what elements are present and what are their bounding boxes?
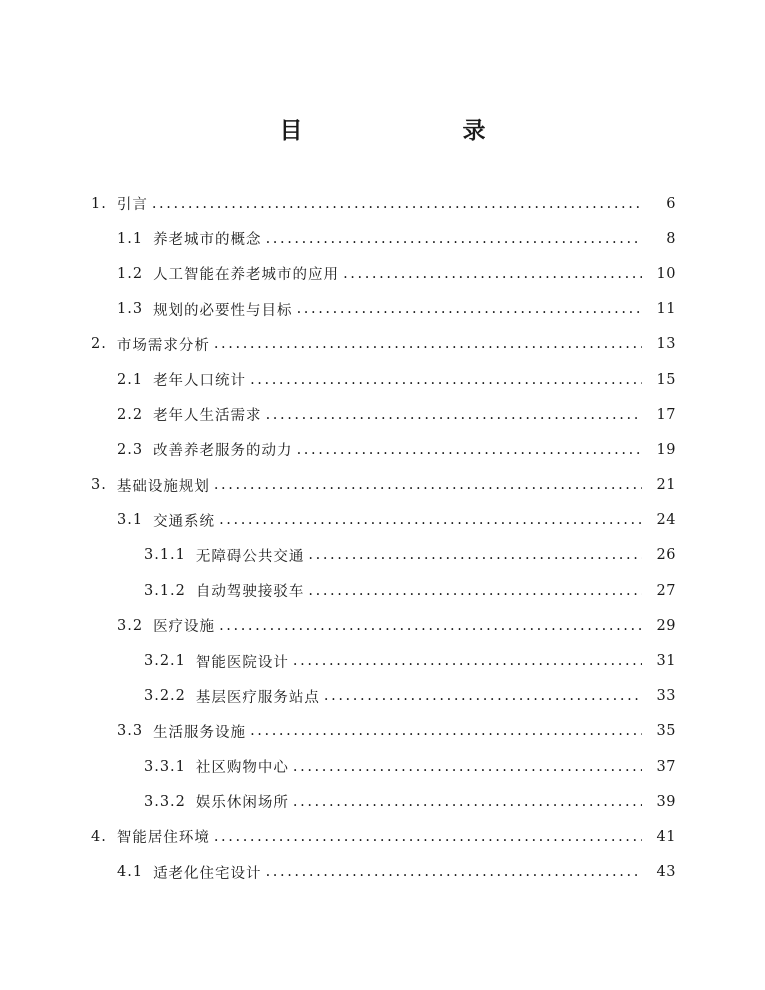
toc-entry-page: 33 — [656, 688, 676, 705]
toc-dot-leader — [293, 794, 642, 810]
toc-entry-text: 智能居住环境 — [116, 830, 210, 847]
toc-entry[interactable] — [0, 714, 765, 749]
toc-entry-text: 医疗设施 — [153, 619, 216, 636]
toc-entry[interactable] — [0, 327, 765, 362]
toc-dot-leader — [324, 688, 642, 704]
toc-entry[interactable] — [0, 679, 765, 714]
toc-entry[interactable] — [0, 186, 765, 221]
toc-entry-page: 11 — [656, 301, 676, 318]
toc-entry-text: 娱乐休闲场所 — [195, 795, 289, 812]
toc-entry[interactable] — [0, 362, 765, 397]
toc-entry[interactable] — [0, 608, 765, 643]
toc-entry-page: 24 — [656, 512, 676, 529]
toc-entry-page: 26 — [656, 547, 676, 564]
toc-entry-text: 市场需求分析 — [116, 337, 210, 354]
toc-entry-page: 39 — [656, 793, 676, 810]
toc-entry-page: 19 — [656, 441, 676, 458]
toc-dot-leader — [214, 477, 642, 493]
toc-entry-number: 2. — [91, 336, 107, 353]
toc-entry-number: 3.3 — [117, 723, 144, 740]
toc-entry-text: 引言 — [116, 197, 148, 214]
toc-dot-leader — [293, 653, 642, 669]
toc-dot-leader — [297, 442, 642, 458]
toc-entry-number: 1. — [91, 195, 107, 212]
toc-entry-text: 老年人口统计 — [153, 373, 247, 390]
toc-entry-text: 改善养老服务的动力 — [153, 443, 293, 460]
toc-dot-leader — [214, 336, 642, 352]
toc-dot-leader — [308, 583, 642, 599]
toc-entry[interactable] — [0, 538, 765, 573]
toc-entry[interactable] — [0, 819, 765, 854]
toc-title: 目 录 — [279, 118, 524, 144]
toc-entry-number: 2.3 — [117, 441, 144, 458]
toc-entry-number: 1.3 — [117, 301, 144, 318]
toc-dot-leader — [266, 864, 642, 880]
toc-dot-leader — [152, 196, 642, 212]
toc-entry-text: 养老城市的概念 — [153, 232, 262, 249]
toc-entry-page: 8 — [666, 230, 676, 247]
toc-entry-number: 3.3.2 — [144, 793, 186, 810]
toc-entry-number: 2.1 — [117, 371, 144, 388]
toc-entry-page: 10 — [656, 265, 676, 282]
toc-dot-leader — [250, 723, 642, 739]
toc-entry-page: 15 — [656, 371, 676, 388]
toc-entry-page: 41 — [656, 828, 676, 845]
toc-dot-leader — [266, 231, 642, 247]
toc-entry-text: 基层医疗服务站点 — [195, 689, 320, 706]
toc-entry-number: 4. — [91, 828, 107, 845]
toc-entry-text: 基础设施规划 — [116, 478, 210, 495]
toc-entry[interactable] — [0, 503, 765, 538]
toc-entry-text: 人工智能在养老城市的应用 — [153, 267, 340, 284]
toc-entry-text: 生活服务设施 — [153, 724, 247, 741]
toc-entry[interactable] — [0, 221, 765, 256]
toc-entry-number: 3.1.2 — [144, 582, 186, 599]
toc-entry[interactable] — [0, 643, 765, 678]
toc-entry[interactable] — [0, 256, 765, 291]
toc-dot-leader — [343, 266, 642, 282]
toc-dot-leader — [297, 301, 642, 317]
toc-entry-text: 智能医院设计 — [195, 654, 289, 671]
toc-entry[interactable] — [0, 855, 765, 890]
toc-entry-page: 17 — [656, 406, 676, 423]
toc-entry-page: 27 — [656, 582, 676, 599]
toc-entry[interactable] — [0, 749, 765, 784]
toc-entry-number: 3.1 — [117, 512, 144, 529]
toc-entry-number: 3. — [91, 477, 107, 494]
toc-dot-leader — [266, 407, 642, 423]
toc-entry-number: 3.3.1 — [144, 758, 186, 775]
toc-entry[interactable] — [0, 573, 765, 608]
toc-entry-number: 3.1.1 — [144, 547, 186, 564]
toc-entry-page: 35 — [656, 723, 676, 740]
toc-entry-text: 老年人生活需求 — [153, 408, 262, 425]
toc-entry-number: 3.2 — [117, 617, 144, 634]
toc-entry-number: 3.2.1 — [144, 653, 186, 670]
toc-entry-page: 6 — [666, 195, 676, 212]
toc-dot-leader — [308, 547, 642, 563]
toc-entry-page: 37 — [656, 758, 676, 775]
toc-entry-number: 4.1 — [117, 864, 144, 881]
toc-entry-page: 13 — [656, 336, 676, 353]
toc-dot-leader — [219, 618, 642, 634]
toc-entry-text: 适老化住宅设计 — [153, 865, 262, 882]
toc-entry-text: 社区购物中心 — [195, 760, 289, 777]
toc-entry-text: 规划的必要性与目标 — [153, 302, 293, 319]
toc-entry-page: 31 — [656, 653, 676, 670]
toc-entry-number: 3.2.2 — [144, 688, 186, 705]
toc-dot-leader — [214, 829, 642, 845]
toc-entry[interactable] — [0, 468, 765, 503]
toc-list — [0, 186, 765, 890]
toc-entry[interactable] — [0, 292, 765, 327]
toc-entry-text: 自动驾驶接驳车 — [195, 584, 305, 601]
toc-dot-leader — [250, 372, 642, 388]
toc-entry-page: 29 — [656, 617, 676, 634]
toc-entry[interactable] — [0, 397, 765, 432]
toc-entry-number: 2.2 — [117, 406, 144, 423]
toc-entry-page: 43 — [656, 864, 676, 881]
toc-entry-number: 1.2 — [117, 265, 144, 282]
toc-entry-page: 21 — [656, 477, 676, 494]
toc-dot-leader — [219, 512, 642, 528]
toc-dot-leader — [293, 759, 642, 775]
toc-entry-number: 1.1 — [117, 230, 144, 247]
toc-entry[interactable] — [0, 432, 765, 467]
toc-entry-text: 无障碍公共交通 — [195, 548, 305, 565]
toc-entry[interactable] — [0, 784, 765, 819]
toc-entry-text: 交通系统 — [153, 513, 216, 530]
